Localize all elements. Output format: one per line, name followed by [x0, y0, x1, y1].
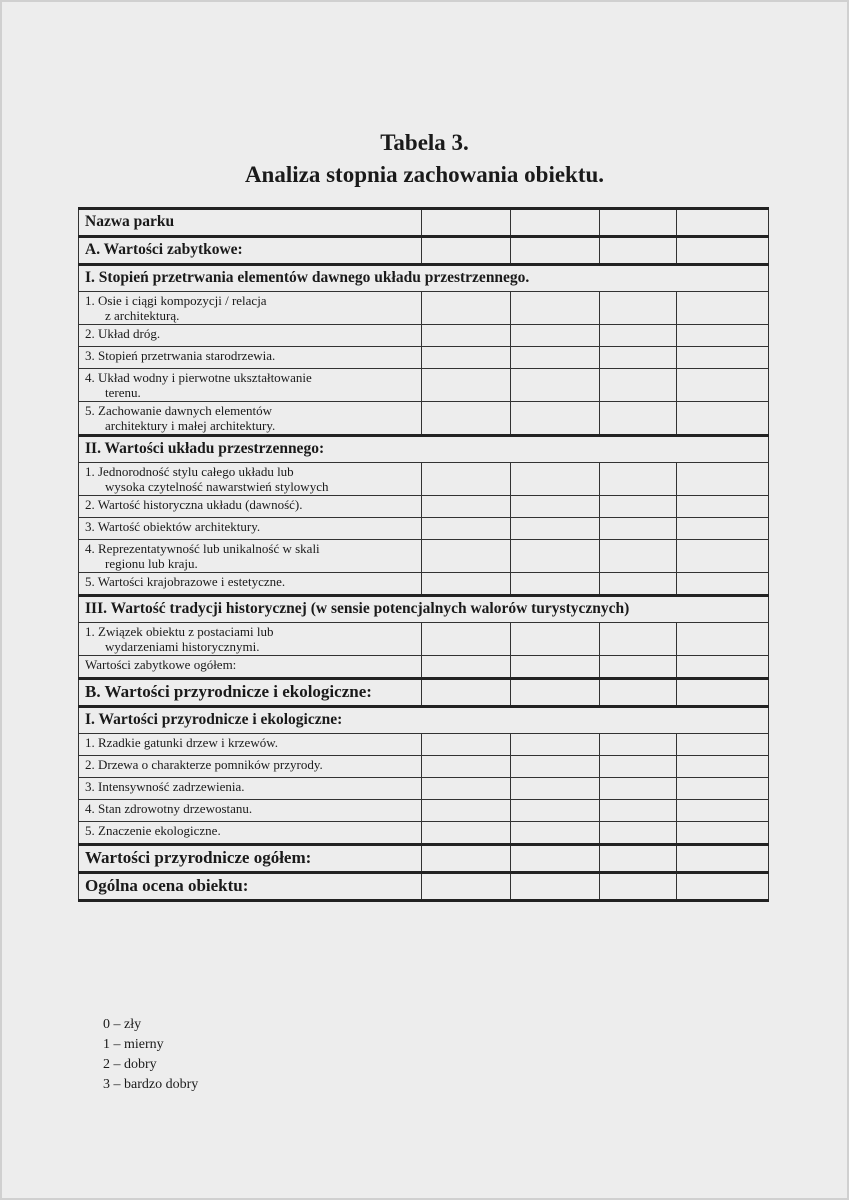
- score-cell[interactable]: [600, 679, 677, 707]
- table-row: [79, 369, 769, 402]
- score-cell[interactable]: [422, 679, 511, 707]
- row-label: [79, 756, 422, 778]
- score-cell[interactable]: [422, 623, 511, 656]
- row-label: [79, 369, 422, 402]
- table-row: [79, 463, 769, 496]
- row-label: [79, 734, 422, 756]
- row-text: A. Wartości zabytkowe:: [85, 241, 243, 258]
- score-cell[interactable]: [600, 463, 677, 496]
- score-cell[interactable]: [600, 822, 677, 845]
- row-text: Nazwa parku: [85, 213, 175, 230]
- score-cell[interactable]: [422, 778, 511, 800]
- score-cell[interactable]: [422, 800, 511, 822]
- section-row: [79, 209, 769, 237]
- score-cell[interactable]: [677, 518, 769, 540]
- score-cell[interactable]: [677, 679, 769, 707]
- score-cell[interactable]: [600, 496, 677, 518]
- score-cell[interactable]: [677, 756, 769, 778]
- score-cell[interactable]: [600, 347, 677, 369]
- row-text: 2. Drzewa o charakterze pomników przyrody.: [85, 757, 323, 772]
- section-row: [79, 679, 769, 707]
- score-cell[interactable]: [600, 325, 677, 347]
- score-cell[interactable]: [422, 463, 511, 496]
- score-cell[interactable]: [422, 402, 511, 436]
- row-text-continued: wysoka czytelność nawarstwień stylowych: [105, 479, 329, 494]
- table-row: [79, 656, 769, 679]
- score-cell[interactable]: [677, 540, 769, 573]
- score-cell[interactable]: [422, 845, 511, 873]
- score-cell[interactable]: [511, 778, 600, 800]
- table-row: [79, 518, 769, 540]
- row-label: [79, 656, 422, 679]
- row-label: [79, 209, 422, 237]
- row-label: [79, 496, 422, 518]
- score-cell[interactable]: [677, 656, 769, 679]
- score-cell[interactable]: [600, 573, 677, 596]
- row-label: [79, 540, 422, 573]
- row-label: [79, 237, 422, 265]
- row-text: 5. Wartości krajobrazowe i estetyczne.: [85, 574, 286, 589]
- score-cell[interactable]: [677, 347, 769, 369]
- row-label: [79, 347, 422, 369]
- row-text-continued: architektury i małej architektury.: [105, 418, 276, 433]
- row-label: [79, 463, 422, 496]
- row-label: [79, 873, 422, 901]
- row-text: 3. Stopień przetrwania starodrzewia.: [85, 348, 276, 363]
- score-cell[interactable]: [511, 347, 600, 369]
- score-cell[interactable]: [511, 292, 600, 325]
- score-cell[interactable]: [511, 822, 600, 845]
- score-cell[interactable]: [511, 540, 600, 573]
- row-text: 3. Wartość obiektów architektury.: [85, 519, 261, 534]
- score-cell[interactable]: [422, 347, 511, 369]
- row-text: Ogólna ocena obiektu:: [85, 876, 249, 895]
- score-cell[interactable]: [677, 237, 769, 265]
- row-text: B. Wartości przyrodnicze i ekologiczne:: [85, 682, 372, 701]
- score-cell[interactable]: [511, 679, 600, 707]
- table-row: [79, 734, 769, 756]
- score-cell[interactable]: [422, 496, 511, 518]
- score-cell[interactable]: [600, 800, 677, 822]
- score-cell[interactable]: [511, 369, 600, 402]
- table-row: [79, 292, 769, 325]
- score-cell[interactable]: [677, 325, 769, 347]
- score-cell[interactable]: [511, 734, 600, 756]
- rating-legend: [103, 1015, 198, 1095]
- score-cell[interactable]: [511, 402, 600, 436]
- score-cell[interactable]: [511, 656, 600, 679]
- score-cell[interactable]: [511, 237, 600, 265]
- score-cell[interactable]: [600, 209, 677, 237]
- row-text: 2. Układ dróg.: [85, 326, 161, 341]
- score-cell[interactable]: [422, 756, 511, 778]
- legend-item: 1 – mierny: [103, 1037, 164, 1052]
- score-cell[interactable]: [600, 873, 677, 901]
- legend-item: 0 – zły: [103, 1017, 142, 1032]
- row-text-continued: z architekturą.: [105, 308, 180, 323]
- table-title: Analiza stopnia zachowania obiektu.: [244, 162, 605, 187]
- evaluation-table: [78, 207, 769, 902]
- table-row: [79, 800, 769, 822]
- row-label: [79, 822, 422, 845]
- row-text: 4. Reprezentatywność lub unikalność w skali: [85, 541, 320, 556]
- row-text: 4. Układ wodny i pierwotne ukształtowanie: [85, 370, 312, 385]
- score-cell[interactable]: [677, 402, 769, 436]
- score-cell[interactable]: [677, 822, 769, 845]
- row-text: 1. Rzadkie gatunki drzew i krzewów.: [85, 735, 279, 750]
- score-cell[interactable]: [511, 756, 600, 778]
- row-text: 5. Znaczenie ekologiczne.: [85, 823, 221, 838]
- score-cell[interactable]: [422, 292, 511, 325]
- row-text: Wartości przyrodnicze ogółem:: [85, 848, 312, 867]
- score-cell[interactable]: [600, 845, 677, 873]
- row-text: 3. Intensywność zadrzewienia.: [85, 779, 245, 794]
- row-text: 2. Wartość historyczna układu (dawność).: [85, 497, 303, 512]
- score-cell[interactable]: [422, 369, 511, 402]
- score-cell[interactable]: [677, 873, 769, 901]
- table-row: [79, 402, 769, 436]
- row-label: [79, 845, 422, 873]
- score-cell[interactable]: [600, 656, 677, 679]
- section-row: [79, 845, 769, 873]
- section-row: [79, 237, 769, 265]
- row-text: 4. Stan zdrowotny drzewostanu.: [85, 801, 253, 816]
- score-cell[interactable]: [422, 873, 511, 901]
- score-cell[interactable]: [511, 496, 600, 518]
- score-cell[interactable]: [677, 292, 769, 325]
- legend-item: 3 – bardzo dobry: [103, 1077, 199, 1092]
- row-label: [79, 436, 769, 463]
- table-row: [79, 573, 769, 596]
- score-cell[interactable]: [511, 623, 600, 656]
- score-cell[interactable]: [600, 518, 677, 540]
- score-cell[interactable]: [600, 402, 677, 436]
- score-cell[interactable]: [677, 463, 769, 496]
- row-label: [79, 623, 422, 656]
- score-cell[interactable]: [511, 518, 600, 540]
- score-cell[interactable]: [511, 573, 600, 596]
- score-cell[interactable]: [600, 623, 677, 656]
- score-cell[interactable]: [422, 540, 511, 573]
- score-cell[interactable]: [677, 209, 769, 237]
- score-cell[interactable]: [511, 873, 600, 901]
- table-row: [79, 623, 769, 656]
- legend-item: 2 – dobry: [103, 1057, 157, 1072]
- score-cell[interactable]: [677, 778, 769, 800]
- score-cell[interactable]: [511, 209, 600, 237]
- row-label: [79, 518, 422, 540]
- row-label: [79, 707, 769, 734]
- score-cell[interactable]: [677, 734, 769, 756]
- section-row: [79, 707, 769, 734]
- row-text: 1. Jednorodność stylu całego układu lub: [85, 464, 294, 479]
- score-cell[interactable]: [600, 778, 677, 800]
- score-cell[interactable]: [511, 463, 600, 496]
- row-text-continued: regionu lub kraju.: [105, 556, 198, 571]
- row-text: I. Wartości przyrodnicze i ekologiczne:: [85, 711, 343, 728]
- row-text: II. Wartości układu przestrzennego:: [85, 440, 325, 457]
- score-cell[interactable]: [422, 518, 511, 540]
- score-cell[interactable]: [422, 734, 511, 756]
- table-row: [79, 325, 769, 347]
- table-row: [79, 496, 769, 518]
- row-label: [79, 596, 769, 623]
- score-cell[interactable]: [677, 369, 769, 402]
- table-row: [79, 756, 769, 778]
- row-text: 1. Osie i ciągi kompozycji / relacja: [85, 293, 267, 308]
- score-cell[interactable]: [422, 573, 511, 596]
- row-label: [79, 292, 422, 325]
- row-label: [79, 265, 769, 292]
- row-label: [79, 325, 422, 347]
- row-label: [79, 402, 422, 436]
- section-row: [79, 596, 769, 623]
- score-cell[interactable]: [600, 237, 677, 265]
- score-cell[interactable]: [422, 237, 511, 265]
- table-row: [79, 347, 769, 369]
- score-cell[interactable]: [600, 292, 677, 325]
- row-text: 1. Związek obiektu z postaciami lub: [85, 624, 274, 639]
- row-text: I. Stopień przetrwania elementów dawnego układu przestrzennego.: [85, 269, 530, 286]
- table-row: [79, 778, 769, 800]
- score-cell[interactable]: [677, 496, 769, 518]
- score-cell[interactable]: [600, 369, 677, 402]
- row-label: [79, 679, 422, 707]
- score-cell[interactable]: [511, 325, 600, 347]
- score-cell[interactable]: [677, 845, 769, 873]
- score-cell[interactable]: [600, 756, 677, 778]
- table-row: [79, 822, 769, 845]
- table-row: [79, 540, 769, 573]
- row-text-continued: wydarzeniami historycznymi.: [105, 639, 260, 654]
- score-cell[interactable]: [422, 209, 511, 237]
- score-cell[interactable]: [677, 623, 769, 656]
- score-cell[interactable]: [677, 573, 769, 596]
- row-text: 5. Zachowanie dawnych elementów: [85, 403, 272, 418]
- score-cell[interactable]: [677, 800, 769, 822]
- score-cell[interactable]: [422, 822, 511, 845]
- row-text: Wartości zabytkowe ogółem:: [85, 657, 237, 672]
- row-label: [79, 573, 422, 596]
- row-text: III. Wartość tradycji historycznej (w sensie potencjalnych walorów turystycznych): [85, 600, 630, 617]
- score-cell[interactable]: [422, 656, 511, 679]
- score-cell[interactable]: [422, 325, 511, 347]
- section-row: [79, 873, 769, 901]
- section-row: [79, 265, 769, 292]
- score-cell[interactable]: [511, 845, 600, 873]
- row-label: [79, 800, 422, 822]
- score-cell[interactable]: [600, 734, 677, 756]
- table-number: Tabela 3.: [380, 130, 469, 155]
- row-label: [79, 778, 422, 800]
- section-row: [79, 436, 769, 463]
- row-text-continued: terenu.: [105, 385, 141, 400]
- score-cell[interactable]: [511, 800, 600, 822]
- score-cell[interactable]: [600, 540, 677, 573]
